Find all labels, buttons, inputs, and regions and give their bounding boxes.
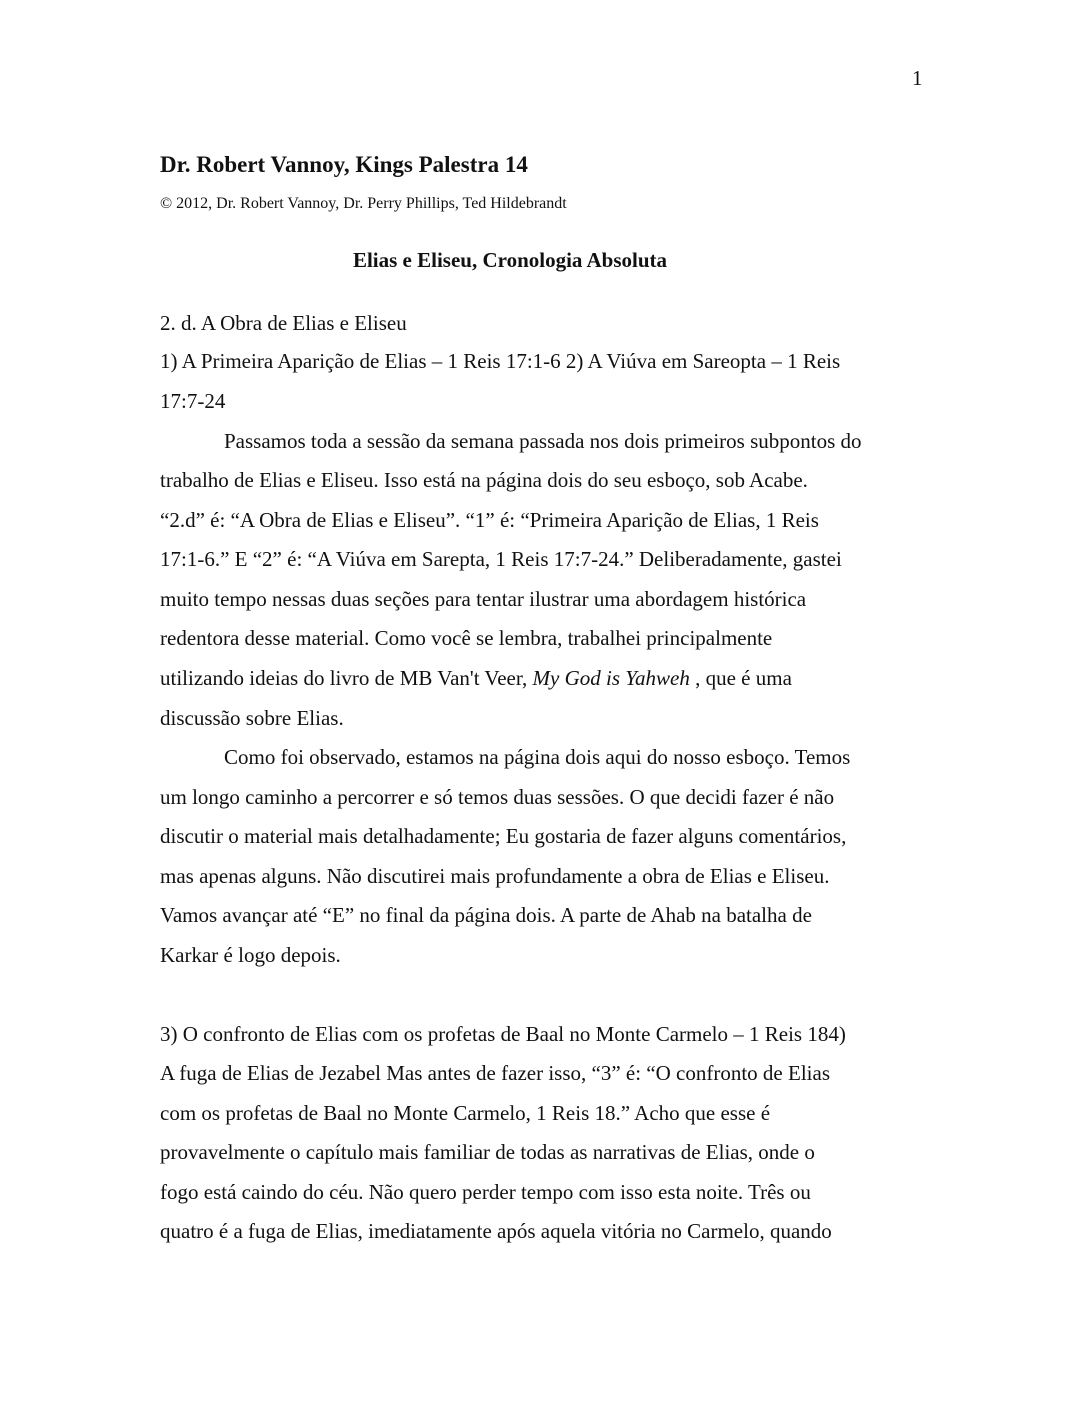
book-title: My God is Yahweh bbox=[532, 666, 690, 690]
paragraph-3-line-1: 3) O confronto de Elias com os profetas de Baal no Monte Carmelo – 1 Reis 184) bbox=[160, 1022, 846, 1046]
paragraph-3-line-2: A fuga de Elias de Jezabel Mas antes de fazer isso, “3” é: “O confronto de Elias bbox=[160, 1061, 830, 1085]
paragraph-3-line-6: quatro é a fuga de Elias, imediatamente após aquela vitória no Carmelo, quando bbox=[160, 1219, 832, 1243]
paragraph-2-line-3: discutir o material mais detalhadamente; Eu gostaria de fazer alguns comentários, bbox=[160, 824, 847, 848]
paragraph-1-line-7 bbox=[160, 664, 792, 692]
paragraph-2-line-6: Karkar é logo depois. bbox=[160, 943, 341, 967]
outline-line-3: 17:7-24 bbox=[160, 389, 226, 413]
copyright-line: © 2012, Dr. Robert Vannoy, Dr. Perry Phillips, Ted Hildebrandt bbox=[160, 195, 567, 212]
outline-line-1: 2. d. A Obra de Elias e Eliseu bbox=[160, 311, 407, 335]
paragraph-2-line-2: um longo caminho a percorrer e só temos duas sessões. O que decidi fazer é não bbox=[160, 785, 835, 809]
paragraph-1-line-8: discussão sobre Elias. bbox=[160, 706, 344, 730]
page-number: 1 bbox=[912, 66, 923, 90]
paragraph-3-line-3: com os profetas de Baal no Monte Carmelo, 1 Reis 18.” Acho que esse é bbox=[160, 1101, 771, 1125]
paragraph-3-line-4: provavelmente o capítulo mais familiar de todas as narrativas de Elias, onde o bbox=[160, 1140, 815, 1164]
paragraph-2-line-5: Vamos avançar até “E” no final da página dois. A parte de Ahab na batalha de bbox=[160, 903, 812, 927]
page-title: Dr. Robert Vannoy, Kings Palestra 14 bbox=[160, 152, 528, 177]
paragraph-3-line-5: fogo está caindo do céu. Não quero perder tempo com isso esta noite. Três ou bbox=[160, 1180, 811, 1204]
section-heading: Elias e Eliseu, Cronologia Absoluta bbox=[352, 248, 668, 272]
paragraph-1-line-5: muito tempo nessas duas seções para tentar ilustrar uma abordagem histórica bbox=[160, 587, 807, 611]
line-text: utilizando ideias do livro de MB Van't Veer, bbox=[160, 666, 533, 690]
paragraph-1-line-4: 17:1-6.” E “2” é: “A Viúva em Sarepta, 1 Reis 17:7-24.” Deliberadamente, gastei bbox=[160, 547, 842, 571]
paragraph-1-line-2: trabalho de Elias e Eliseu. Isso está na página dois do seu esboço, sob Acabe. bbox=[160, 468, 808, 492]
paragraph-1-line-6: redentora desse material. Como você se lembra, trabalhei principalmente bbox=[160, 626, 773, 650]
paragraph-2-line-1: Como foi observado, estamos na página dois aqui do nosso esboço. Temos bbox=[224, 745, 851, 769]
line-text: , que é uma bbox=[689, 666, 792, 690]
paragraph-2-line-4: mas apenas alguns. Não discutirei mais profundamente a obra de Elias e Eliseu. bbox=[160, 864, 830, 888]
outline-line-2: 1) A Primeira Aparição de Elias – 1 Reis 17:1-6 2) A Viúva em Sareopta – 1 Reis bbox=[160, 349, 841, 373]
paragraph-1-line-1: Passamos toda a sessão da semana passada nos dois primeiros subpontos do bbox=[224, 429, 862, 453]
paragraph-1-line-3: “2.d” é: “A Obra de Elias e Eliseu”. “1” é: “Primeira Aparição de Elias, 1 Reis bbox=[160, 508, 819, 532]
